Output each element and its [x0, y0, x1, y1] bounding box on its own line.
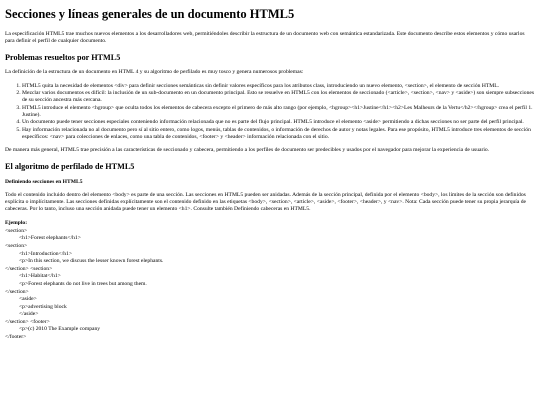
code-line: </aside>: [19, 311, 39, 318]
code-example: [5, 228, 535, 342]
list-item: 5. Hay información relacionada no al documento pero sí al sitio entero, como logos, menús, tablas de contenidos, o información de derechos de autor y notas legales. Para ese propósito, HTML5 introduce tres elementos de sección específicos: <nav> para colecciones de enlaces, como una tabla de contenidos, <footer> y <header> información relacionada con el sitio.: [22, 127, 535, 142]
page-title: Secciones y líneas generales de un documento HTML5: [5, 7, 295, 21]
algorithm-subheading: Definiendo secciones en HTML5: [5, 178, 83, 185]
example-label: Ejemplo:: [5, 220, 28, 227]
list-item: 4. Un documento puede tener secciones especiales conteniendo información relacionada que no es parte del flujo principal. HTML5 introduce el elemento <aside> permitiendo a dichas secciones no ser parte del perfil principal.: [22, 119, 535, 126]
code-line: <p>Forest elephants do not live in trees but among them.: [19, 280, 147, 287]
code-line: <section>: [5, 227, 28, 234]
list-item: 3. HTML5 introduce el elemento <hgroup> que oculta todos los elementos de cabecera excepto el primero de más alto rango (por ejemplo, <hgroup><h1>Justine</h1><h2>Les Malheurs de la Vertu</h2></hgroup> crea el perfil 1. Justine).: [22, 105, 535, 120]
code-line: <h1>Habitat</h1>: [19, 273, 61, 280]
code-line: <section>: [5, 242, 28, 249]
code-line: </section> <footer>: [5, 318, 50, 325]
code-line: </footer>: [5, 334, 27, 341]
code-line: <p>advertising block: [19, 303, 67, 310]
intro-paragraph: La especificación HTML5 trae muchos nuevos elementos a los desarrolladores web, permitiéndoles describir la estructura de un documento web con semántica estandarizada. Este documento describe estos elementos y cómo usarlos para definir el perfil de cualquier documento.: [5, 31, 525, 45]
code-line: <p>In this section, we discuss the lesser known forest elephants.: [19, 258, 164, 265]
code-line: <aside>: [19, 296, 37, 303]
algorithm-paragraph: Todo el contenido incluido dentro del elemento <body> es parte de una sección. Las secciones en HTML5 pueden ser anidadas. Además de la sección principal, definida por el elemento <body>, los límites de la sección son definidos explícita o implícitamente. Las secciones definidas explícitamente son el contenido definido en las etiquetas <body>, <section>, <article>, <aside>, <footer>, <header>, y <nav>. Nota: Cada sección puede tener su propia jerarquía de cabeceras. Por lo tanto, incluso una sección anidada puede tener un elemento <h1>. Consulte también Definiendo cabeceras en HTML5.: [5, 191, 527, 213]
code-line: <p>(c) 2010 The Example company: [19, 326, 101, 333]
list-item: 2. Mezclar varios documentos es difícil: la inclusión de un sub-documento en un documento principal. Esto se resuelve en HTML5 con los elementos de seccionado (<article>, <section>, <nav> y <aside>) son siempre subsecciones de su sección ancestra más cercana.: [22, 90, 535, 105]
code-line: </section>: [5, 288, 29, 295]
algorithm-heading: El algoritmo de perfilado de HTML5: [5, 161, 135, 171]
problems-lead: La definición de la estructura de un documento en HTML 4 y su algoritmo de perfilado es muy tosco y genera numerosos problemas:: [5, 68, 304, 75]
code-line: <h1>Introduction</h1>: [19, 250, 73, 257]
code-line: </section> <section>: [5, 265, 53, 272]
problems-heading: Problemas resueltos por HTML5: [5, 52, 121, 62]
problems-closing: De manera más general, HTML5 trae precisión a las características de seccionado y cabecera, permitiendo a los perfiles de documento ser predecibles y usados por el navegador para mejorar la experiencia de usuario.: [5, 147, 490, 154]
code-line: <h1>Forest elephants</h1>: [19, 235, 81, 242]
problems-list: [5, 83, 535, 141]
list-item: 1. HTML5 quita la necesidad de elementos <div> para definir secciones semánticas sin definir valores específicos para los atributos class, introduciendo un nuevo elemento, <section>, el elemento de sección HTML.: [22, 83, 535, 90]
